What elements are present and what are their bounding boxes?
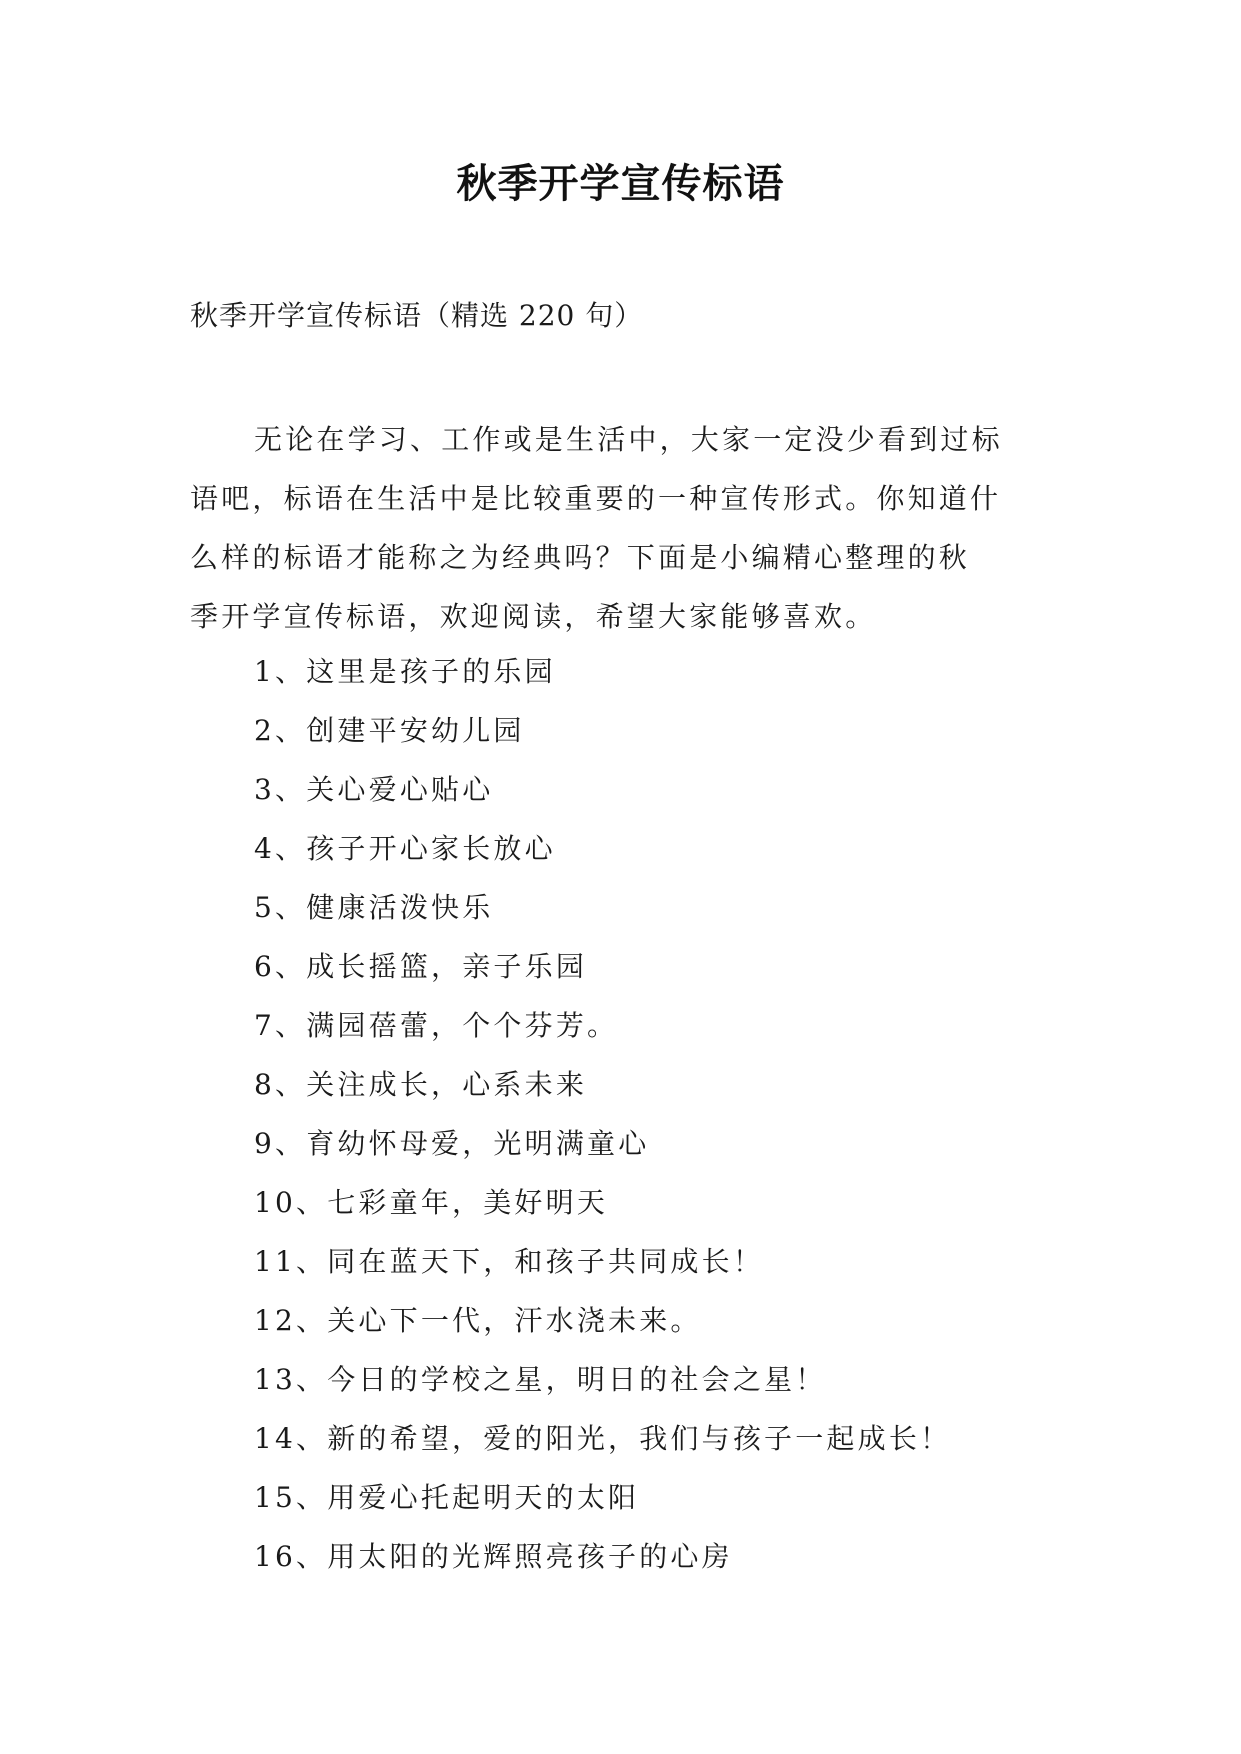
slogan-item: 12、关心下一代，汗水浇未来。 [254, 1304, 702, 1337]
slogan-item: 4、孩子开心家长放心 [254, 832, 556, 865]
document-subtitle: 秋季开学宣传标语（精选 220 句） [190, 299, 644, 332]
slogan-item: 3、关心爱心贴心 [254, 773, 494, 806]
intro-line: 无论在学习、工作或是生活中，大家一定没少看到过标 [254, 423, 1003, 456]
slogan-item: 16、用太阳的光辉照亮孩子的心房 [254, 1540, 733, 1573]
slogan-item: 2、创建平安幼儿园 [254, 714, 525, 747]
intro-paragraph [190, 410, 1062, 646]
intro-line: 语吧，标语在生活中是比较重要的一种宣传形式。你知道什 [190, 482, 1002, 515]
slogan-list [254, 642, 951, 1586]
slogan-item: 9、育幼怀母爱，光明满童心 [254, 1127, 650, 1160]
slogan-item: 7、满园蓓蕾，个个芬芳。 [254, 1009, 619, 1042]
slogan-item: 10、七彩童年，美好明天 [254, 1186, 609, 1219]
slogan-item: 1、这里是孩子的乐园 [254, 655, 556, 688]
slogan-item: 5、健康活泼快乐 [254, 891, 494, 924]
slogan-item: 14、新的希望，爱的阳光，我们与孩子一起成长！ [254, 1422, 952, 1455]
intro-line: 么样的标语才能称之为经典吗？下面是小编精心整理的秋 [190, 541, 971, 574]
slogan-item: 6、成长摇篮，亲子乐园 [254, 950, 588, 983]
page-title: 秋季开学宣传标语 [456, 161, 785, 207]
slogan-item: 15、用爱心托起明天的太阳 [254, 1481, 640, 1514]
slogan-item: 11、同在蓝天下，和孩子共同成长！ [254, 1245, 765, 1278]
intro-line: 季开学宣传标语，欢迎阅读，希望大家能够喜欢。 [190, 600, 877, 633]
slogan-item: 8、关注成长，心系未来 [254, 1068, 588, 1101]
slogan-item: 13、今日的学校之星，明日的社会之星！ [254, 1363, 827, 1396]
